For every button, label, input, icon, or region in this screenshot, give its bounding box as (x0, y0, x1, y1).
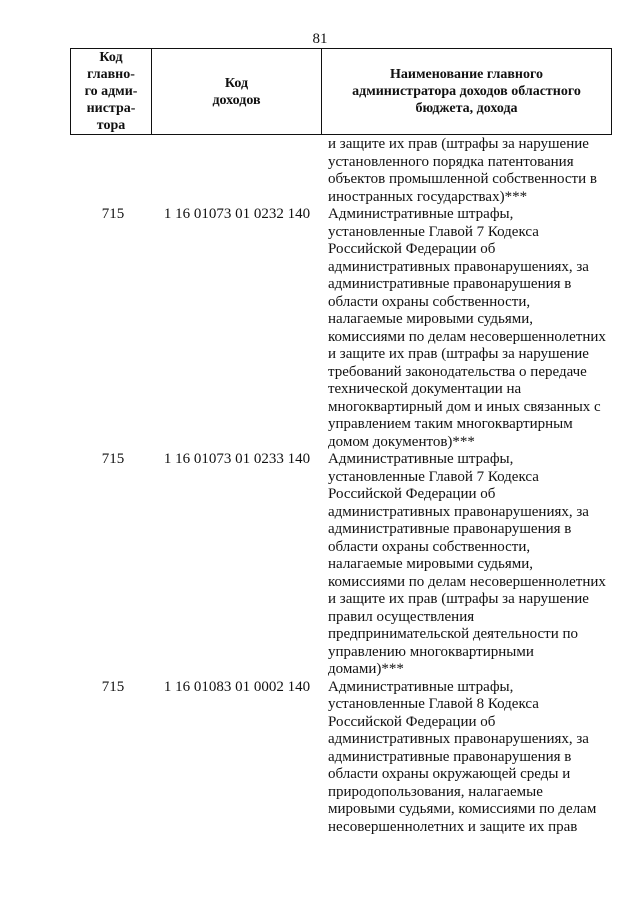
cell-name: и защите их прав (штрафы за нарушение установленного порядка патентования объектов промышленной собственности в иностранных государствах)*** (328, 136, 597, 205)
cell-code: 1 16 01073 01 0233 140 (163, 451, 311, 467)
table-row-continuation (70, 136, 612, 206)
cell-name: Административные штрафы, установленные Главой 7 Кодекса Российской Федерации об административных правонарушениях, за административные правонарушения в области охраны собственности, налагаемые мировыми судьями, комиссиями по делам несовершеннолетних и защите их прав (штрафы за нарушение правил осуществления предпринимательской деятельности по управлению многоквартирными домами)*** (328, 451, 606, 677)
header-name: Наименование главного администратора доходов областного бюджета, дохода (321, 49, 611, 134)
cell-name: Административные штрафы, установленные Главой 7 Кодекса Российской Федерации об административных правонарушениях, за административные правонарушения в области охраны собственности, налагаемые мировыми судьями, комиссиями по делам несовершеннолетних и защите их прав (штрафы за нарушение требований законодательства о передаче технической документации на многоквартирный дом и иных связанных с управлением таким многоквартирным домом документов)*** (328, 206, 606, 450)
header-admin-code: Код главно- го адми- нистра- тора (84, 50, 138, 133)
table-body (70, 136, 612, 836)
table-row (70, 451, 612, 679)
cell-code: 1 16 01073 01 0232 140 (163, 206, 311, 222)
table-header (70, 48, 612, 135)
cell-code (150, 136, 320, 206)
cell-admin: 715 (101, 206, 125, 222)
cell-admin: 715 (101, 451, 125, 467)
header-income-code: Код доходов (151, 49, 321, 134)
table-row (70, 206, 612, 451)
page-number: 81 (312, 31, 328, 47)
cell-code: 1 16 01083 01 0002 140 (163, 678, 311, 695)
cell-name: Административные штрафы, установленные Главой 8 Кодекса Российской Федерации об административных правонарушениях, за административные правонарушения в области охраны окружающей среды и природопользования, налагаемые мировыми судьями, комиссиями по делам несовершеннолетних и защите их прав (328, 678, 597, 835)
table-row (70, 679, 612, 837)
cell-admin (70, 136, 150, 206)
cell-admin: 715 (101, 678, 125, 695)
